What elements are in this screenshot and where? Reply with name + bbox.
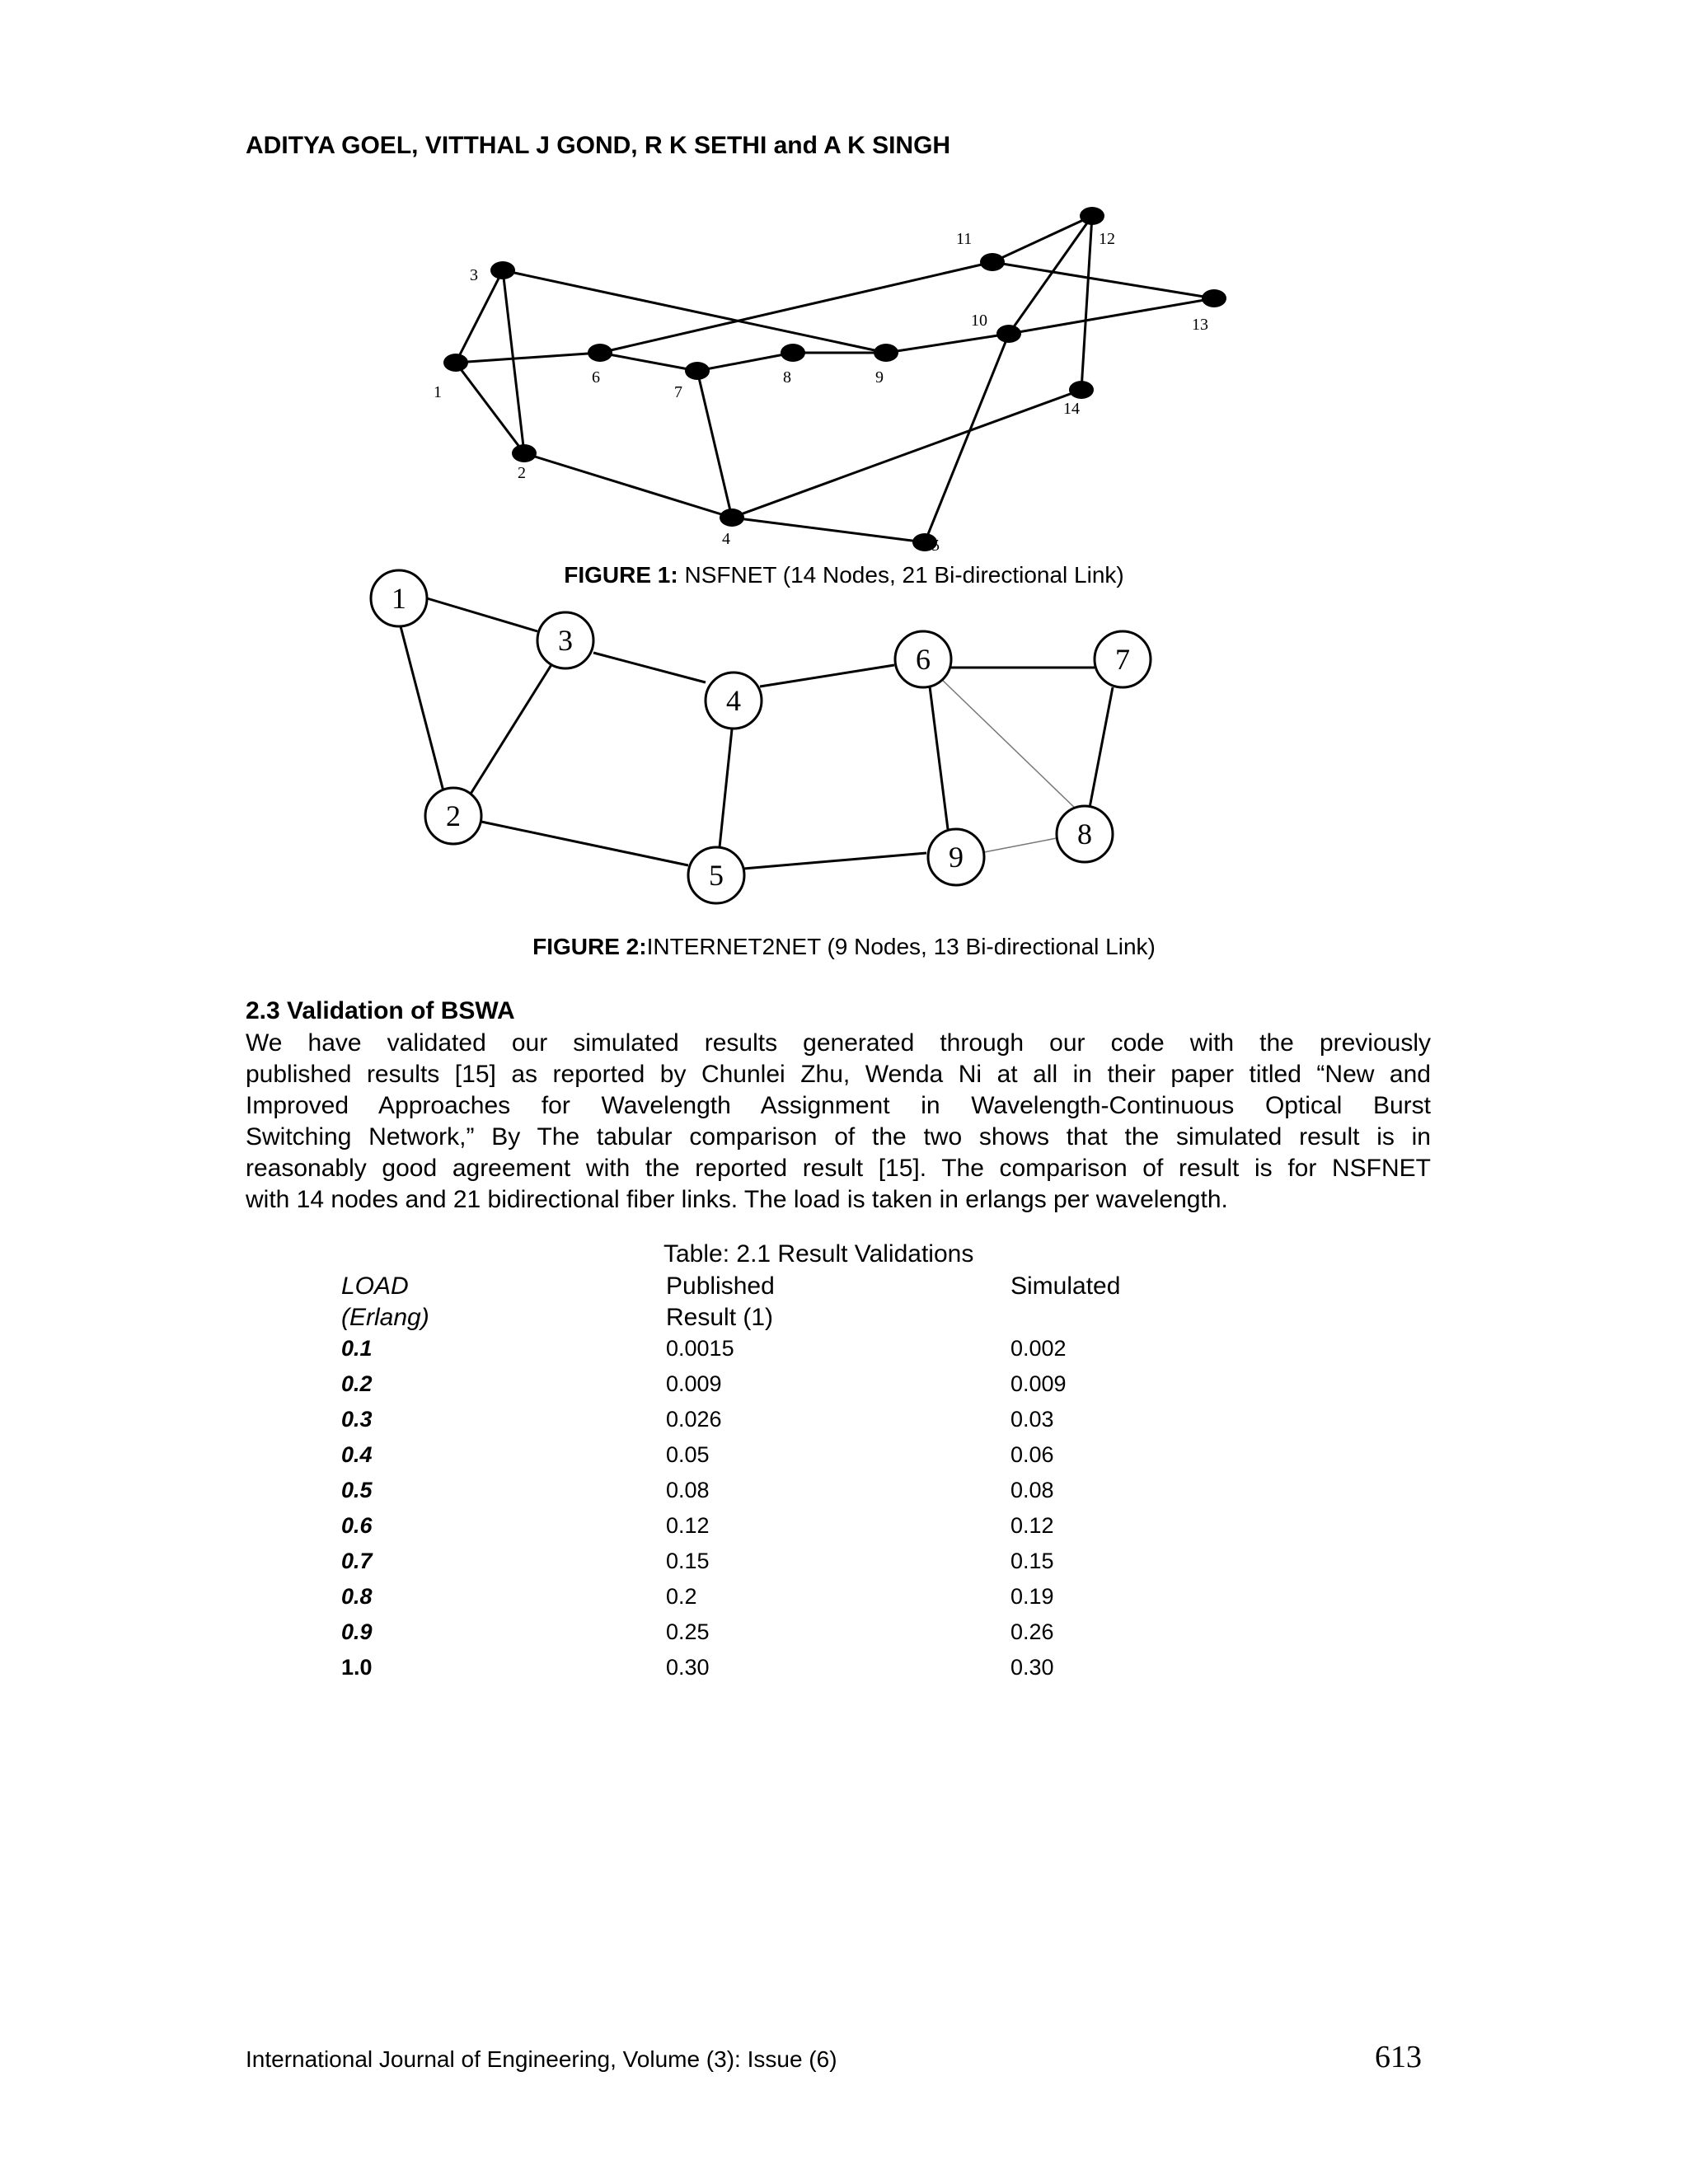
table-cell-simulated: 0.19 <box>1010 1584 1054 1609</box>
node-label-3: 3 <box>470 266 478 284</box>
link-2-4 <box>524 453 732 518</box>
table-cell-simulated: 0.002 <box>1010 1336 1067 1361</box>
table-cell-simulated: 0.26 <box>1010 1619 1054 1644</box>
link-3-2 <box>503 270 524 453</box>
link-3-9 <box>503 270 886 353</box>
table-cell-simulated: 0.06 <box>1010 1442 1054 1467</box>
body-paragraph <box>246 1028 1431 1216</box>
paragraph-line: reasonably good agreement with the reported result [15]. The comparison of result is for NSFNET <box>246 1155 1431 1182</box>
node-11 <box>980 253 1005 271</box>
nsfnet-links <box>456 216 1214 542</box>
table-cell-published: 0.15 <box>666 1549 710 1573</box>
node-9 <box>874 344 898 362</box>
node2-label-9: 9 <box>949 841 964 874</box>
link-6-11 <box>600 262 992 353</box>
link-1-3 <box>456 270 503 363</box>
table-cell-simulated: 0.15 <box>1010 1549 1054 1573</box>
node-8 <box>781 344 805 362</box>
node2-label-3: 3 <box>558 624 573 657</box>
table-cell-published: 0.30 <box>666 1655 710 1680</box>
node-4 <box>720 509 744 527</box>
node2-label-1: 1 <box>392 582 406 615</box>
link2-4-6 <box>760 665 894 687</box>
link2-6-9 <box>930 687 948 829</box>
node-label-8: 8 <box>783 368 791 387</box>
table-cell-published: 0.0015 <box>666 1336 734 1361</box>
table-cell-published: 0.026 <box>666 1407 722 1432</box>
internet2net-links <box>401 598 1113 869</box>
node-label-1: 1 <box>434 383 442 401</box>
link2-3-4 <box>593 653 706 682</box>
node2-label-2: 2 <box>446 799 461 832</box>
node-label-12: 12 <box>1099 230 1115 248</box>
node-label-2: 2 <box>518 464 526 482</box>
table-cell-published: 0.05 <box>666 1442 710 1467</box>
table-cell-load: 0.4 <box>341 1442 373 1467</box>
node-7 <box>685 362 710 380</box>
paper-authors-header: ADITYA GOEL, VITTHAL J GOND, R K SETHI and A K SINGH <box>246 132 951 159</box>
figure-2-caption-label: FIGURE 2: <box>532 934 647 959</box>
link-11-13 <box>992 262 1214 298</box>
node-6 <box>588 344 612 362</box>
link2-1-2 <box>401 626 443 791</box>
link2-5-9 <box>743 853 926 869</box>
link-7-8 <box>697 353 793 371</box>
link2-2-5 <box>481 822 688 865</box>
node-label-11: 11 <box>956 230 973 248</box>
node2-label-4: 4 <box>726 684 741 717</box>
table-header-published-line1: Published <box>666 1272 775 1300</box>
paragraph-line: Switching Network,” By The tabular comparison of the two shows that the simulated result is in <box>246 1123 1431 1151</box>
figure-2-caption <box>0 934 1688 960</box>
table-cell-load: 0.8 <box>341 1584 373 1609</box>
table-cell-load: 0.6 <box>341 1513 373 1538</box>
table-cell-load: 1.0 <box>341 1655 373 1680</box>
table-cell-load: 0.3 <box>341 1407 373 1432</box>
figure-2-caption-text: INTERNET2NET (9 Nodes, 13 Bi-directional Link) <box>646 934 1156 959</box>
node-13 <box>1202 289 1226 307</box>
link-1-6 <box>456 353 600 363</box>
paragraph-line: with 14 nodes and 21 bidirectional fiber links. The load is taken in erlangs per wavelength. <box>246 1186 1228 1213</box>
link-4-5 <box>732 518 925 542</box>
node-label-14: 14 <box>1063 400 1080 418</box>
node-label-13: 13 <box>1192 316 1208 334</box>
table-header-published-line2: Result (1) <box>666 1304 774 1331</box>
link-12-14 <box>1081 216 1092 390</box>
table-cell-simulated: 0.03 <box>1010 1407 1054 1432</box>
link2-9-8 <box>984 838 1057 852</box>
table-cell-load: 0.9 <box>341 1619 373 1644</box>
table-cell-load: 0.7 <box>341 1549 373 1573</box>
table-cell-simulated: 0.08 <box>1010 1478 1054 1502</box>
table-cell-simulated: 0.009 <box>1010 1371 1067 1396</box>
link-6-7 <box>600 353 697 371</box>
table-header-load <box>341 1271 429 1333</box>
node2-label-8: 8 <box>1077 818 1092 851</box>
node-10 <box>996 325 1021 343</box>
link-9-10 <box>886 334 1009 353</box>
node-2 <box>512 444 537 462</box>
paragraph-line: Improved Approaches for Wavelength Assignment in Wavelength-Continuous Optical Burst <box>246 1092 1431 1119</box>
node-14 <box>1069 381 1094 399</box>
link-7-4 <box>697 371 732 518</box>
table-cell-simulated: 0.30 <box>1010 1655 1054 1680</box>
node-label-10: 10 <box>971 312 987 330</box>
link2-1-3 <box>427 598 537 631</box>
section-title: 2.3 Validation of BSWA <box>246 997 515 1024</box>
table-cell-simulated: 0.12 <box>1010 1513 1054 1538</box>
table-cell-load: 0.1 <box>341 1336 373 1361</box>
node-label-4: 4 <box>722 530 730 548</box>
table-header-simulated: Simulated <box>1010 1272 1121 1300</box>
link-4-14 <box>732 390 1081 518</box>
link2-4-5 <box>720 729 732 847</box>
table-cell-published: 0.12 <box>666 1513 710 1538</box>
paragraph-line: published results [15] as reported by Chunlei Zhu, Wenda Ni at all in their paper titled “New and <box>246 1061 1431 1088</box>
table-cell-load: 0.2 <box>341 1371 373 1396</box>
link-10-13 <box>1009 298 1214 334</box>
internet2net-nodes <box>371 570 1151 903</box>
node-1 <box>443 354 468 372</box>
figure-1-caption-label: FIGURE 1: <box>564 562 678 588</box>
figure-1-nsfnet-diagram <box>0 0 1688 577</box>
footer-journal: International Journal of Engineering, Volume (3): Issue (6) <box>246 2046 837 2072</box>
node-label-5: 5 <box>931 537 940 555</box>
table-header-published <box>666 1271 775 1333</box>
table-caption: Table: 2.1 Result Validations <box>663 1240 974 1268</box>
link2-7-8 <box>1090 687 1113 808</box>
table-cell-published: 0.009 <box>666 1371 722 1396</box>
link2-6-8 <box>940 677 1080 813</box>
link-5-10 <box>925 334 1009 542</box>
table-header-load-line2: (Erlang) <box>341 1304 429 1331</box>
link-10-12 <box>1009 216 1092 334</box>
node-label-7: 7 <box>674 383 682 401</box>
table-cell-published: 0.08 <box>666 1478 710 1502</box>
figure-1-caption-text: NSFNET (14 Nodes, 21 Bi-directional Link) <box>678 562 1124 588</box>
link2-3-2 <box>468 663 552 798</box>
page-number: 613 <box>1375 2040 1422 2074</box>
node-3 <box>490 261 515 279</box>
node2-label-5: 5 <box>709 859 724 892</box>
node2-label-7: 7 <box>1115 643 1130 676</box>
node2-label-6: 6 <box>916 643 931 676</box>
table-header-load-line1: LOAD <box>341 1272 409 1300</box>
node-12 <box>1080 207 1104 225</box>
table-cell-load: 0.5 <box>341 1478 373 1502</box>
figure-2-internet2net-diagram <box>0 560 1688 923</box>
nsfnet-nodes <box>443 207 1226 551</box>
node-label-6: 6 <box>592 368 600 387</box>
paragraph-line: We have validated our simulated results generated through our code with the previously <box>246 1029 1431 1057</box>
node-label-9: 9 <box>875 368 884 387</box>
table-cell-published: 0.25 <box>666 1619 710 1644</box>
table-cell-published: 0.2 <box>666 1584 697 1609</box>
